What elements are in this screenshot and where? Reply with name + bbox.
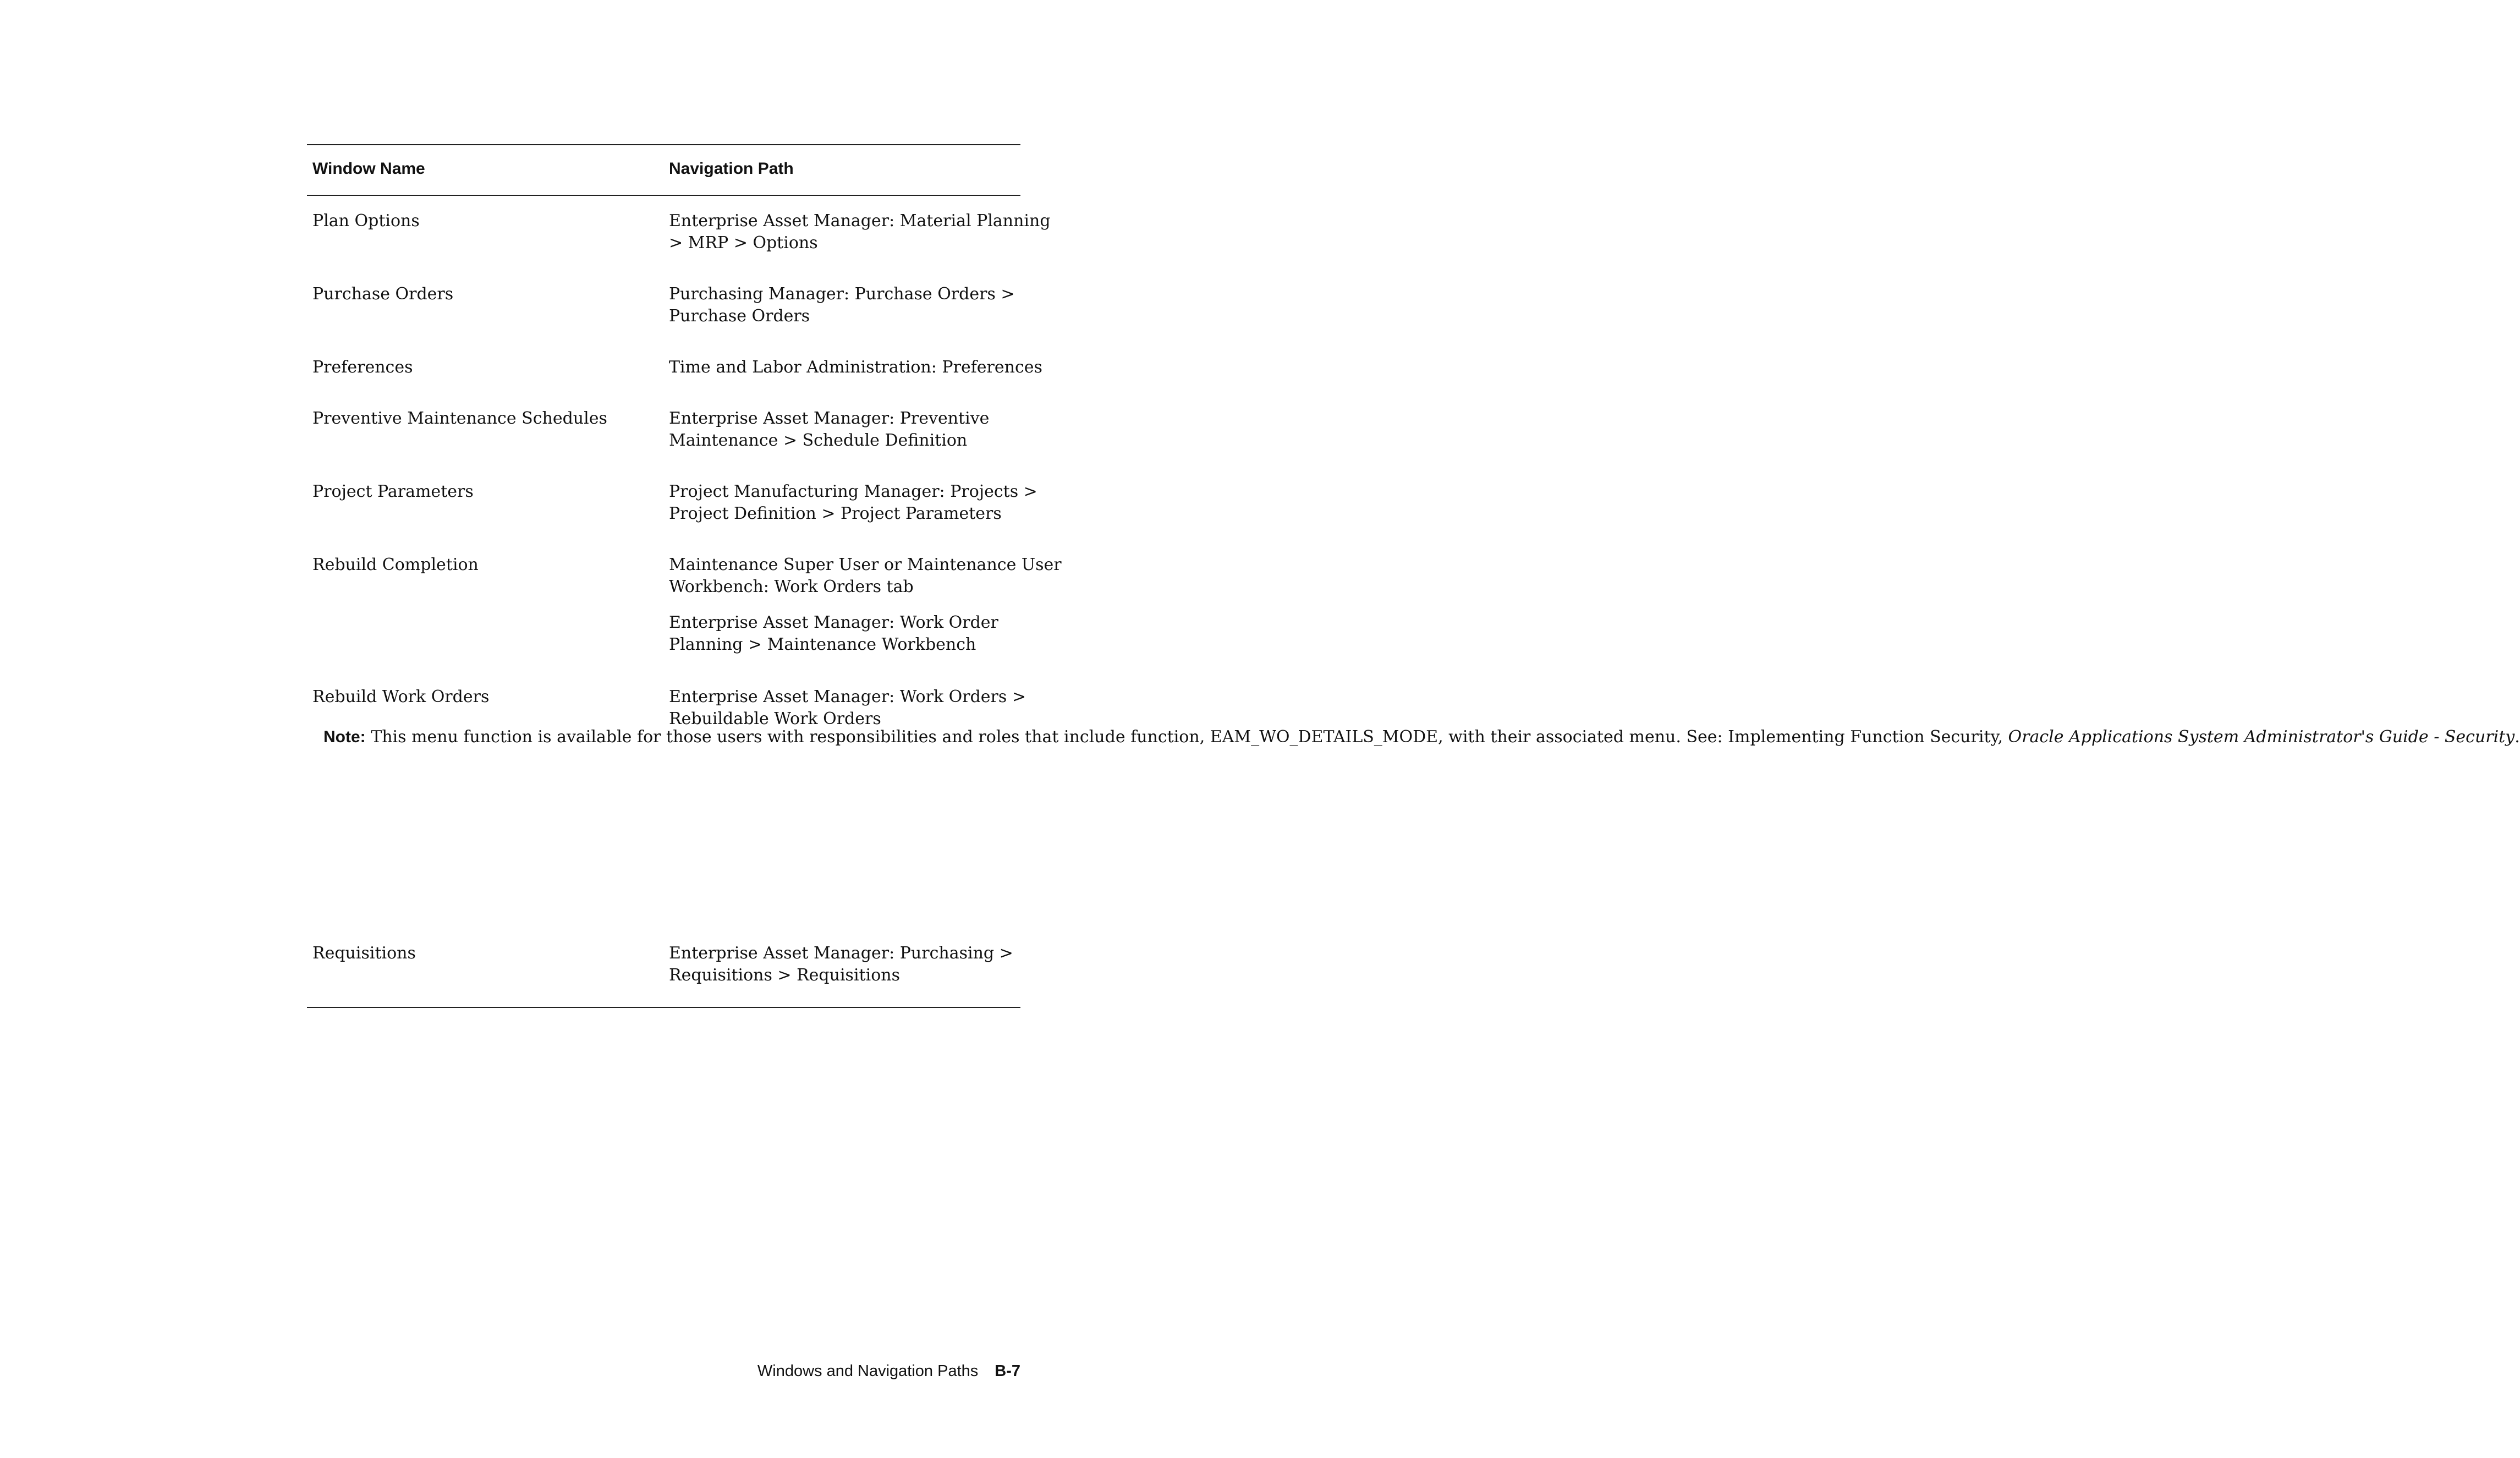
navigation-path-line: Purchasing Manager: Purchase Orders > bbox=[669, 284, 1015, 304]
navigation-path-entry bbox=[669, 554, 1062, 598]
footer-section-title: Windows and Navigation Paths bbox=[757, 1362, 979, 1380]
navigation-path-line: Maintenance > Schedule Definition bbox=[669, 431, 968, 450]
note-book-title: System Administrator's Guide - Security bbox=[2177, 727, 2515, 747]
window-name-cell: Rebuild Completion bbox=[312, 555, 479, 574]
note-text: EAM_WO_DETAILS_MODE, with their bbox=[1210, 727, 1531, 747]
navigation-path-line: Enterprise Asset Manager: Work Orders > bbox=[669, 687, 1026, 706]
navigation-path-cell bbox=[669, 210, 1051, 254]
navigation-path-cell bbox=[669, 554, 1062, 656]
window-name-cell: Preventive Maintenance Schedules bbox=[312, 409, 607, 428]
note-book-title: Oracle Applications bbox=[2008, 727, 2173, 747]
note-text: associated menu. See: Implementing bbox=[1535, 727, 1845, 747]
navigation-path-line: Rebuildable Work Orders bbox=[669, 709, 881, 728]
page-number: B-7 bbox=[995, 1362, 1020, 1380]
navigation-path-line: > MRP > Options bbox=[669, 233, 818, 253]
navigation-path-line: Enterprise Asset Manager: Material Planning bbox=[669, 211, 1051, 231]
table-header-rule bbox=[307, 195, 1020, 196]
window-name-cell: Rebuild Work Orders bbox=[312, 687, 490, 706]
navigation-path-line: Enterprise Asset Manager: Purchasing > bbox=[669, 944, 1013, 963]
table-bottom-rule bbox=[307, 1007, 1020, 1008]
note-text: that include function, bbox=[1025, 727, 1205, 747]
navigation-path-cell bbox=[669, 357, 1042, 379]
note-text: . bbox=[2514, 727, 2520, 747]
navigation-path-cell bbox=[669, 686, 1026, 730]
navigation-path-line: Requisitions > Requisitions bbox=[669, 966, 900, 985]
navigation-path-line: Maintenance Super User or Maintenance User bbox=[669, 555, 1062, 574]
navigation-path-line: Purchase Orders bbox=[669, 306, 810, 326]
window-name-cell: Purchase Orders bbox=[312, 284, 454, 304]
navigation-path-entry bbox=[669, 612, 1062, 656]
column-header-navigation-path: Navigation Path bbox=[669, 160, 794, 178]
navigation-path-line: Time and Labor Administration: Preferences bbox=[669, 358, 1042, 377]
navigation-path-line: Project Manufacturing Manager: Projects > bbox=[669, 482, 1037, 501]
note-block bbox=[323, 726, 2520, 748]
navigation-path-line: Enterprise Asset Manager: Preventive bbox=[669, 409, 990, 428]
navigation-path-line: Project Definition > Project Parameters bbox=[669, 504, 1002, 523]
navigation-path-cell bbox=[669, 481, 1037, 525]
note-text: This menu function is available for bbox=[371, 727, 661, 747]
navigation-path-cell bbox=[669, 283, 1015, 327]
navigation-path-line: Planning > Maintenance Workbench bbox=[669, 635, 976, 654]
note-label: Note: bbox=[323, 728, 366, 746]
navigation-path-cell bbox=[669, 408, 989, 452]
note-text: those users with responsibilities and roles bbox=[666, 727, 1020, 747]
note-text: Function Security, bbox=[1850, 727, 2008, 747]
navigation-path-line: Enterprise Asset Manager: Work Order bbox=[669, 613, 998, 632]
window-name-cell: Project Parameters bbox=[312, 482, 474, 501]
navigation-path-cell bbox=[669, 942, 1013, 986]
window-name-cell: Requisitions bbox=[312, 944, 416, 963]
page-footer bbox=[757, 1361, 1020, 1381]
window-name-cell: Plan Options bbox=[312, 211, 420, 231]
navigation-path-line: Workbench: Work Orders tab bbox=[669, 577, 914, 596]
column-header-window-name: Window Name bbox=[312, 160, 425, 178]
table-top-rule bbox=[307, 144, 1020, 145]
window-name-cell: Preferences bbox=[312, 358, 413, 377]
